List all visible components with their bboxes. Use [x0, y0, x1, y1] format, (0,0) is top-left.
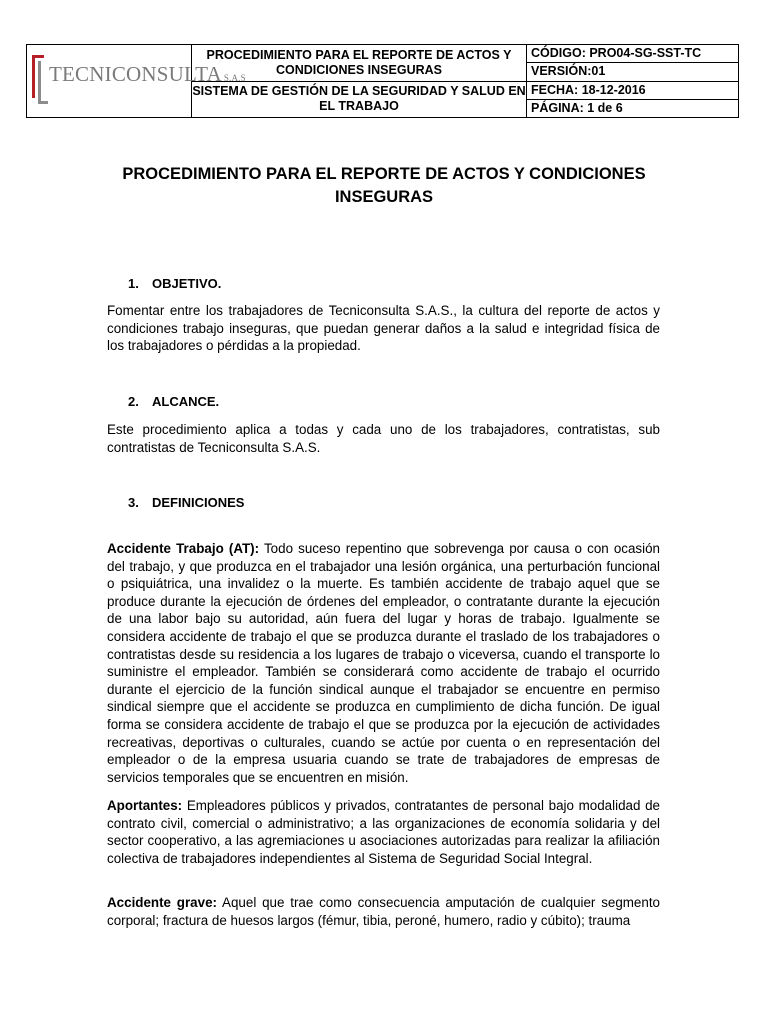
header-codigo: CÓDIGO: PRO04-SG-SST-TC — [527, 45, 739, 63]
definition-accidente-trabajo — [107, 540, 660, 786]
section-heading-definiciones — [128, 495, 244, 510]
document-header — [26, 44, 739, 118]
definition-term: Accidente Trabajo (AT): — [107, 541, 260, 556]
company-logo — [27, 46, 246, 116]
definition-text: Aquel que trae como consecuencia amputación de cualquier segmento corporal; fractura de huesos largos (fémur, tibia, peroné, humero, radio y cúbito); trauma — [107, 895, 660, 928]
section-heading-text: DEFINICIONES — [152, 495, 245, 510]
section-number: 1. — [128, 276, 139, 291]
definition-aportantes — [107, 797, 660, 867]
definition-text: Todo suceso repentino que sobrevenga por causa o con ocasión del trabajo, y que produzca en el trabajador una lesión orgánica, una perturbación funcional o psiquiátrica, una invalidez o la muerte. Es también accidente de trabajo aquel que se produce durante la ejecución de órdenes del empleador, o contratante durante la ejecución de una labor bajo su autoridad, aún fuera del lugar y horas de trabajo. Igualmente se considera accidente de trabajo el que se produzca durante el traslado de los trabajadores o contratistas desde su residencia a los lugares de trabajo o viceversa, cuando el transporte lo suministre el empleador. También se considerará como accidente de trabajo el ocurrido durante el ejercicio de la función sindical aunque el trabajador se encuentre en permiso sindical siempre que el accidente se produzca en cumplimiento de dicha función. De igual forma se considera accidente de trabajo el que se produzca por la ejecución de actividades recreativas, deportivas o culturales, cuando se actúe por cuenta o en representación del empleador o de la empresa usuaria cuando se trate de trabajadores de empresas de servicios temporales que se encuentren en misión. — [107, 541, 660, 785]
header-title-system: SISTEMA DE GESTIÓN DE LA SEGURIDAD Y SALUD EN EL TRABAJO — [192, 81, 527, 118]
header-version: VERSIÓN:01 — [527, 63, 739, 81]
document-title: PROCEDIMIENTO PARA EL REPORTE DE ACTOS Y CONDICIONES INSEGURAS — [122, 165, 646, 206]
section-body-objetivo: Fomentar entre los trabajadores de Tecniconsulta S.A.S., la cultura del reporte de actos y condiciones trabajo inseguras, que puedan generar daños a la salud e integridad física de los trabajadores o pérdidas a la propiedad. — [107, 303, 660, 354]
logo-cell — [27, 45, 246, 118]
section-heading-alcance — [128, 394, 219, 409]
header-fecha: FECHA: 18-12-2016 — [527, 81, 739, 99]
section-number: 2. — [128, 394, 139, 409]
section-number: 3. — [128, 495, 139, 510]
section-heading-text: ALCANCE. — [152, 394, 220, 409]
logo-gray-bracket-icon — [38, 61, 48, 104]
header-pagina: PÁGINA: 1 de 6 — [527, 99, 739, 117]
definition-accidente-grave — [107, 894, 660, 929]
logo-suffix: S.A.S — [223, 73, 246, 83]
definition-text: Empleadores públicos y privados, contratantes de personal bajo modalidad de contrato civil, comercial o administrativo; a las organizaciones de economía solidaria y del sector cooperativo, a las agremiaciones u asociaciones autorizadas para realizar la afiliación colectiva de trabajadores independientes al Sistema de Seguridad Social Integral. — [107, 798, 660, 866]
definition-term: Aportantes: — [107, 798, 183, 813]
section-heading-objetivo — [128, 276, 221, 291]
header-title-procedure: PROCEDIMIENTO PARA EL REPORTE DE ACTOS Y CONDICIONES INSEGURAS — [192, 45, 527, 82]
section-heading-text: OBJETIVO. — [152, 276, 222, 291]
section-body-alcance: Este procedimiento aplica a todas y cada uno de los trabajadores, contratistas, sub contratistas de Tecniconsulta S.A.S. — [107, 422, 660, 455]
logo-name: TECNICONSULTA — [49, 62, 222, 86]
definition-term: Accidente grave: — [107, 895, 217, 910]
